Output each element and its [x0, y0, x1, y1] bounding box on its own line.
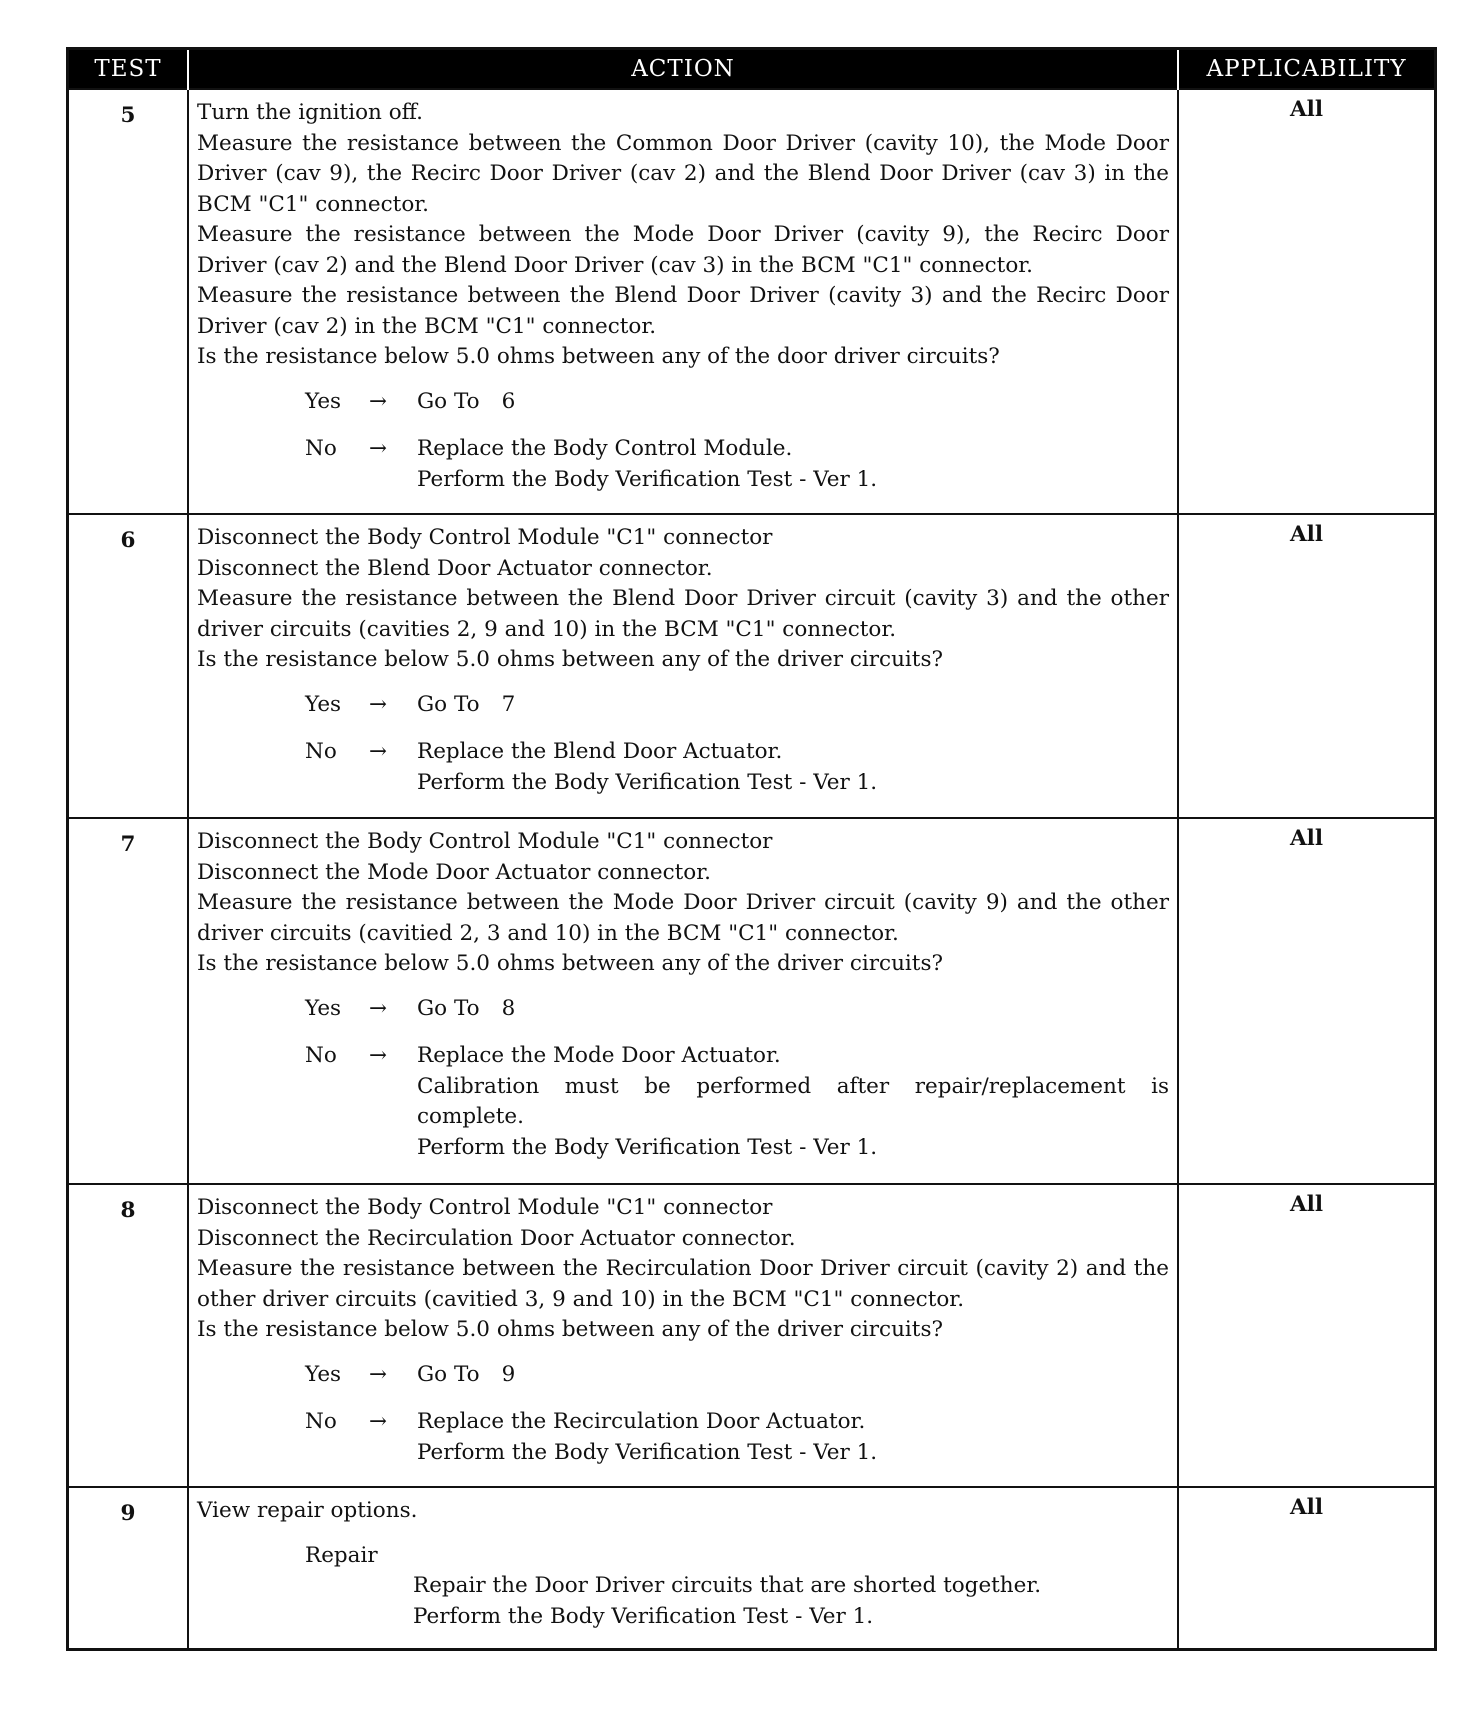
answer-branches [197, 387, 1169, 496]
answer-branches [197, 1360, 1169, 1469]
result-line: Perform the Body Verification Test - Ver 1. [417, 769, 878, 795]
table-row [69, 818, 1434, 1184]
no-label: No [305, 1409, 337, 1434]
yes-branch [197, 1360, 1169, 1391]
action-cell [188, 1487, 1178, 1648]
instruction: Measure the resistance between the Common Door Driver (cavity 10), the Mode Door Driver (cav 9), the Recirc Door Driver (cav 2) and the Blend Door Driver (cav 3) in the BCM "C1" connector. [197, 130, 1169, 217]
repair-lines [413, 1571, 1169, 1632]
result-line: Perform the Body Verification Test - Ver 1. [417, 1439, 878, 1465]
question: Is the resistance below 5.0 ohms between any of the driver circuits? [197, 1317, 944, 1342]
repair-options [197, 1541, 1169, 1633]
test-number: 7 [69, 818, 188, 1184]
answer-branches [197, 690, 1169, 799]
result-line: Perform the Body Verification Test - Ver 1. [417, 1134, 878, 1160]
right-arrow-icon: → [369, 1043, 388, 1068]
goto-target: 7 [501, 691, 516, 717]
right-arrow-icon: → [369, 1361, 388, 1387]
yes-label: Yes [305, 388, 342, 414]
applicability-value: All [1178, 1487, 1434, 1648]
action-cell [188, 818, 1178, 1184]
repair-line: Perform the Body Verification Test - Ver 1. [413, 1603, 874, 1629]
question: Is the resistance below 5.0 ohms between any of the driver circuits? [197, 951, 944, 976]
goto-label: Go To [417, 995, 480, 1021]
result-line: Replace the Body Control Module. [417, 436, 793, 461]
applicability-value: All [1178, 818, 1434, 1184]
question: Is the resistance below 5.0 ohms between any of the driver circuits? [197, 647, 944, 672]
goto-result [417, 1360, 1169, 1391]
goto-target: 9 [501, 1361, 516, 1387]
test-number: 8 [69, 1184, 188, 1487]
yes-label: Yes [305, 1361, 342, 1387]
right-arrow-icon: → [369, 995, 388, 1021]
goto-result [417, 387, 1169, 418]
instruction: Disconnect the Body Control Module "C1" connector [197, 1195, 773, 1220]
applicability-value: All [1178, 514, 1434, 818]
yes-label: Yes [305, 691, 342, 717]
goto-result [417, 994, 1169, 1025]
no-label: No [305, 739, 337, 764]
result-line: Replace the Blend Door Actuator. [417, 739, 783, 764]
header-applicability: APPLICABILITY [1178, 50, 1434, 89]
no-label: No [305, 1043, 337, 1068]
no-branch [197, 1407, 1169, 1468]
table-row [69, 1487, 1434, 1648]
repair-label: Repair [305, 1542, 378, 1568]
action-cell [188, 89, 1178, 514]
yes-label: Yes [305, 995, 342, 1021]
result-line: Replace the Recirculation Door Actuator. [417, 1409, 866, 1434]
right-arrow-icon: → [369, 436, 388, 461]
goto-target: 8 [501, 995, 516, 1021]
goto-label: Go To [417, 388, 480, 414]
action-cell [188, 514, 1178, 818]
instruction: Disconnect the Body Control Module "C1" connector [197, 829, 773, 854]
instruction: Disconnect the Body Control Module "C1" connector [197, 525, 773, 550]
right-arrow-icon: → [369, 739, 388, 764]
no-label: No [305, 436, 337, 461]
header-test: TEST [69, 50, 188, 89]
yes-branch [197, 690, 1169, 721]
instruction: View repair options. [197, 1498, 418, 1523]
question: Is the resistance below 5.0 ohms between any of the door driver circuits? [197, 344, 1000, 369]
instruction: Measure the resistance between the Blend Door Driver (cavity 3) and the Recirc Door Driver (cav 2) in the BCM "C1" connector. [197, 283, 1169, 339]
instruction: Turn the ignition off. [197, 100, 423, 125]
diagnostic-test-table [66, 47, 1437, 1651]
no-branch [197, 737, 1169, 798]
table-row [69, 1184, 1434, 1487]
no-branch [197, 434, 1169, 495]
no-result [417, 1407, 1169, 1468]
table-row [69, 514, 1434, 818]
result-line: Calibration must be performed after repair/replacement is complete. [417, 1073, 1169, 1129]
goto-result [417, 690, 1169, 721]
instruction: Disconnect the Mode Door Actuator connector. [197, 859, 711, 885]
applicability-value: All [1178, 1184, 1434, 1487]
result-line: Perform the Body Verification Test - Ver 1. [417, 466, 878, 492]
header-action: ACTION [188, 50, 1178, 89]
applicability-value: All [1178, 89, 1434, 514]
no-branch [197, 1041, 1169, 1163]
no-result [417, 434, 1169, 495]
right-arrow-icon: → [369, 691, 388, 717]
test-number: 5 [69, 89, 188, 514]
yes-branch [197, 994, 1169, 1025]
action-cell [188, 1184, 1178, 1487]
test-number: 6 [69, 514, 188, 818]
test-number: 9 [69, 1487, 188, 1648]
instruction: Disconnect the Recirculation Door Actuator connector. [197, 1225, 796, 1251]
no-result [417, 1041, 1169, 1163]
table-header-row [69, 50, 1434, 89]
instruction: Measure the resistance between the Mode Door Driver (cavity 9), the Recirc Door Driver (cav 2) and the Blend Door Driver (cav 3) in the BCM "C1" connector. [197, 222, 1169, 278]
table-row [69, 89, 1434, 514]
instruction: Measure the resistance between the Recirculation Door Driver circuit (cavity 2) and the other driver circuits (cavitied 3, 9 and 10) in the BCM "C1" connector. [197, 1256, 1169, 1312]
yes-branch [197, 387, 1169, 418]
instruction: Measure the resistance between the Mode Door Driver circuit (cavity 9) and the other driver circuits (cavitied 2, 3 and 10) in the BCM "C1" connector. [197, 890, 1169, 946]
right-arrow-icon: → [369, 388, 388, 414]
goto-label: Go To [417, 691, 480, 717]
repair-line: Repair the Door Driver circuits that are shorted together. [413, 1573, 1042, 1598]
no-result [417, 737, 1169, 798]
right-arrow-icon: → [369, 1409, 388, 1434]
answer-branches [197, 994, 1169, 1164]
instruction: Disconnect the Blend Door Actuator connector. [197, 555, 713, 581]
result-line: Replace the Mode Door Actuator. [417, 1043, 781, 1068]
instruction: Measure the resistance between the Blend Door Driver circuit (cavity 3) and the other driver circuits (cavities 2, 9 and 10) in the BCM "C1" connector. [197, 586, 1169, 642]
test-table [69, 50, 1434, 1648]
goto-label: Go To [417, 1361, 480, 1387]
goto-target: 6 [501, 388, 516, 414]
